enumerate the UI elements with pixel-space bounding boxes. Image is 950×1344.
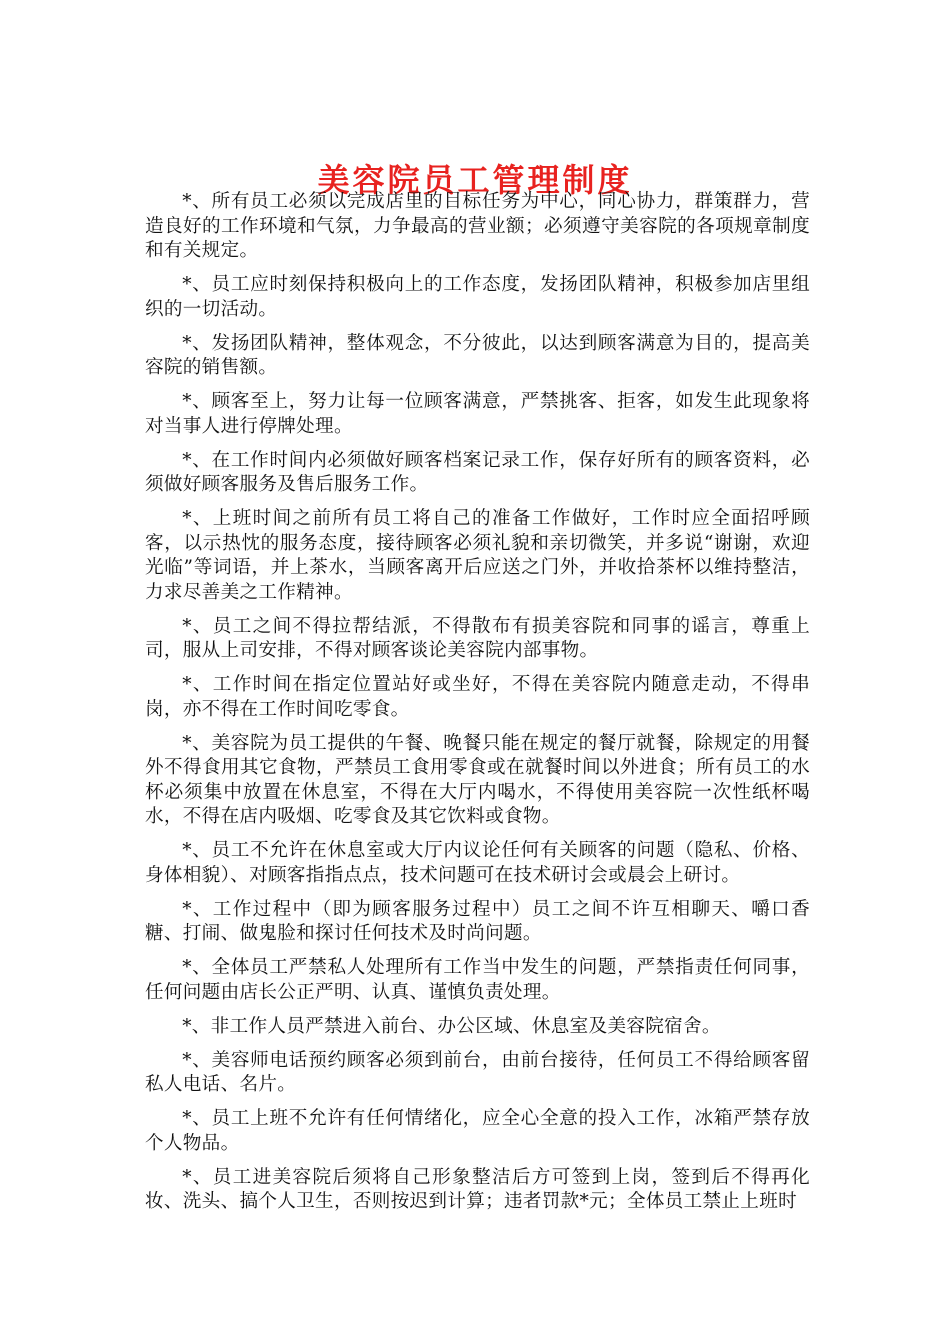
document-body	[145, 190, 810, 1224]
rule-paragraph-5: *、在工作时间内必须做好顾客档案记录工作，保存好所有的顾客资料，必须做好顾客服务及售后服务工作。	[145, 449, 810, 495]
rule-paragraph-16: *、员工进美容院后须将自己形象整洁后方可签到上岗，签到后不得再化妆、洗头、搞个人卫生，否则按迟到计算；违者罚款*元；全体员工禁止上班时	[145, 1166, 810, 1212]
rule-paragraph-6: *、上班时间之前所有员工将自己的准备工作做好，工作时应全面招呼顾客，以示热忱的服务态度，接待顾客必须礼貌和亲切微笑，并多说“谢谢，欢迎光临”等词语，并上茶水，当顾客离开后应送之门外，并收拾茶杯以维持整洁，力求尽善美之工作精神。	[145, 508, 810, 603]
rule-paragraph-3: *、发扬团队精神，整体观念，不分彼此，以达到顾客满意为目的，提高美容院的销售额。	[145, 332, 810, 378]
rule-paragraph-11: *、工作过程中（即为顾客服务过程中）员工之间不许互相聊天、嚼口香糖、打闹、做鬼脸和探讨任何技术及时尚问题。	[145, 898, 810, 944]
rule-paragraph-7: *、员工之间不得拉帮结派，不得散布有损美容院和同事的谣言，尊重上司，服从上司安排，不得对顾客谈论美容院内部事物。	[145, 615, 810, 661]
rule-paragraph-8: *、工作时间在指定位置站好或坐好，不得在美容院内随意走动，不得串岗，亦不得在工作时间吃零食。	[145, 674, 810, 720]
rule-paragraph-4: *、顾客至上，努力让每一位顾客满意，严禁挑客、拒客，如发生此现象将对当事人进行停牌处理。	[145, 391, 810, 437]
rule-paragraph-12: *、全体员工严禁私人处理所有工作当中发生的问题，严禁指责任何同事，任何问题由店长公正严明、认真、谨慎负责处理。	[145, 957, 810, 1003]
rule-paragraph-10: *、员工不允许在休息室或大厅内议论任何有关顾客的问题（隐私、价格、身体相貌）、对顾客指指点点，技术问题可在技术研讨会或晨会上研讨。	[145, 840, 810, 886]
document-title: 美容院员工管理制度	[317, 161, 633, 200]
rule-paragraph-1: *、所有员工必须以完成店里的目标任务为中心，同心协力，群策群力，营造良好的工作环境和气氛，力争最高的营业额；必须遵守美容院的各项规章制度和有关规定。	[145, 191, 810, 261]
rule-paragraph-2: *、员工应时刻保持积极向上的工作态度，发扬团队精神，积极参加店里组织的一切活动。	[145, 274, 810, 320]
rule-paragraph-14: *、美容师电话预约顾客必须到前台，由前台接待，任何员工不得给顾客留私人电话、名片。	[145, 1049, 810, 1095]
rule-paragraph-13: *、非工作人员严禁进入前台、办公区域、休息室及美容院宿舍。	[182, 1015, 721, 1037]
rule-paragraph-15: *、员工上班不允许有任何情绪化，应全心全意的投入工作，冰箱严禁存放个人物品。	[145, 1108, 810, 1154]
rule-paragraph-9: *、美容院为员工提供的午餐、晚餐只能在规定的餐厅就餐，除规定的用餐外不得食用其它食物，严禁员工食用零食或在就餐时间以外进食；所有员工的水杯必须集中放置在休息室，不得在大厅内喝水，不得使用美容院一次性纸杯喝水，不得在店内吸烟、吃零食及其它饮料或食物。	[145, 732, 810, 827]
